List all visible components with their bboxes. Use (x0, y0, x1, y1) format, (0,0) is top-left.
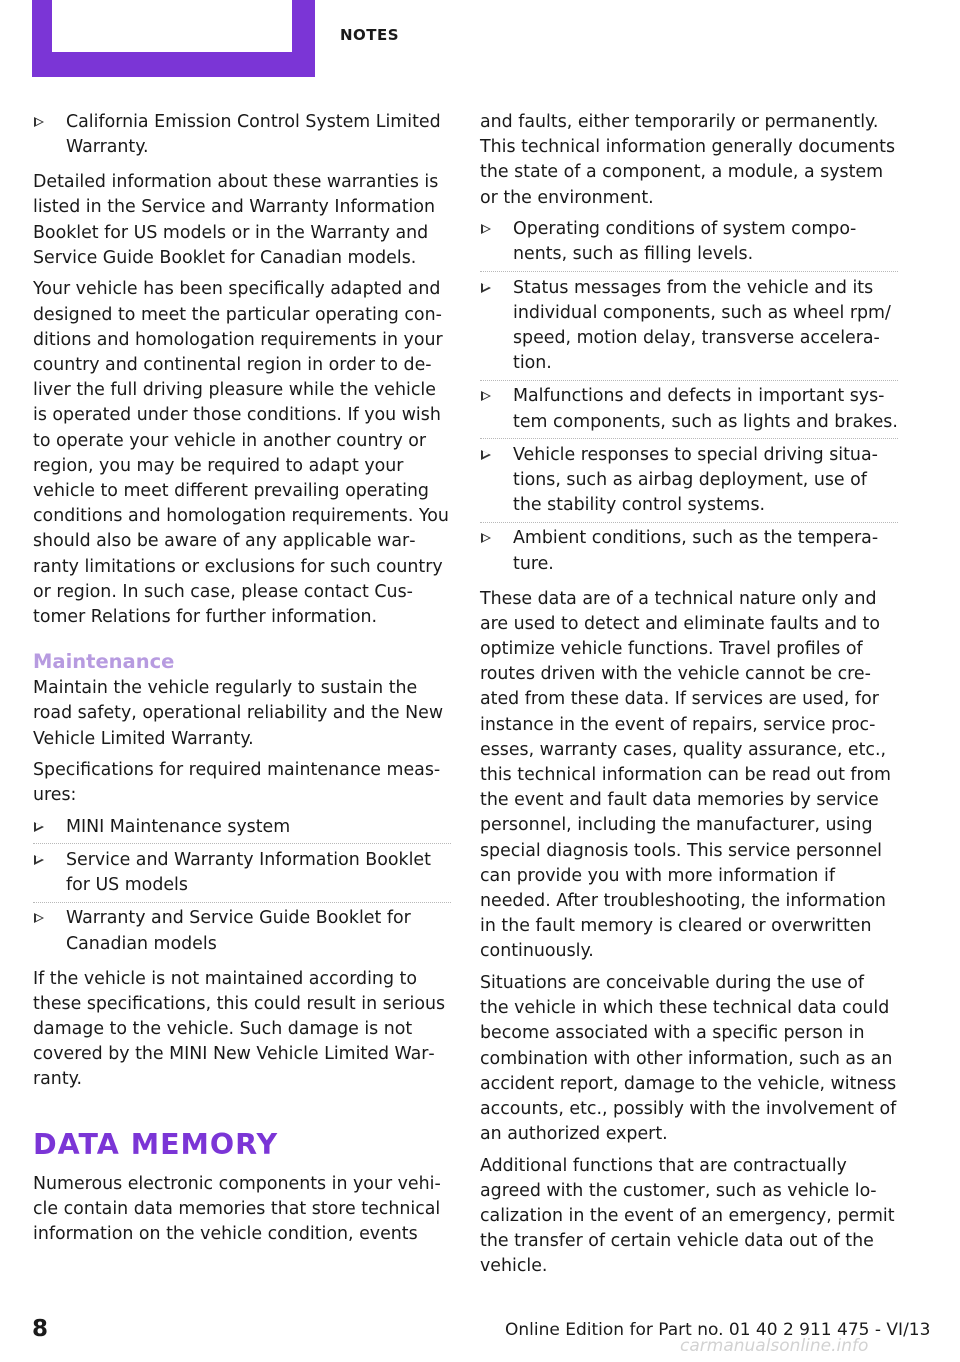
maintenance-list (33, 815, 451, 961)
paragraph: Numerous electronic components in your vehicle contain data memories that store technical information on the vehicle condition, events (33, 1173, 441, 1244)
triangle-bullet-icon (34, 855, 44, 865)
list-item (33, 848, 451, 903)
paragraph: Detailed information about these warranties is listed in the Service and Warranty Information Booklet for US models or in the Warranty and Service Guide Booklet for Canadian models. (33, 172, 439, 268)
left-column (33, 110, 451, 1254)
list-item-text: Status messages from the vehicle and its individual components, such as wheel rpm/ speed, motion delay, transverse acceleration. (513, 277, 891, 374)
list-item-text: Vehicle responses to special driving situations, such as airbag deployment, use of the stability control systems. (513, 444, 878, 516)
list-item (33, 906, 451, 960)
triangle-bullet-icon (34, 913, 44, 923)
list-item (480, 443, 898, 523)
paragraph: Your vehicle has been specifically adapted and designed to meet the particular operating conditions and homologation requirements in your country and continental region in order to deliver the full driving pleasure while the vehicle is operated under those conditions. If you wish to operate your vehicle in another country or region, you may be required to adapt your vehicle to meet different prevailing operating conditions and homologation requirements. You should also be aware of any applicable warranty limitations or exclusions for such country or region. In such case, please contact Customer Relations for further information. (33, 279, 449, 627)
header-tab (32, 0, 315, 77)
watermark: carmanualsonline.info (680, 1336, 869, 1356)
paragraph: These data are of a technical nature only and are used to detect and eliminate faults and to optimize vehicle functions. Travel profiles of routes driven with the vehicle cannot be created from these data. If services are used, for instance in the event of repairs, service processes, warranty cases, quality assurance, etc., this technical information can be read out from the event and fault data memories by service personnel, including the manufacturer, using special diagnosis tools. This service personnel can provide you with more information if needed. After troubleshooting, the information in the fault memory is cleared or overwritten continuously. (480, 588, 891, 962)
list-item-text: Warranty and Service Guide Booklet for Canadian models (66, 908, 411, 954)
list-item-text: Ambient conditions, such as the temperature. (513, 528, 879, 574)
paragraph: Situations are conceivable during the use of the vehicle in which these technical data could become associated with a specific person in combination with other information, such as an accident report, damage to the vehicle, witness accounts, etc., possibly with the involvement of an authorized expert. (480, 972, 897, 1145)
maintenance-heading: Maintenance (33, 650, 175, 674)
list-item-text: Operating conditions of system components, such as filling levels. (513, 219, 857, 265)
triangle-bullet-icon (481, 391, 491, 401)
data-types-list (480, 217, 898, 580)
page-number: 8 (32, 1316, 49, 1342)
paragraph: Maintain the vehicle regularly to sustain the road safety, operational reliability and the New Vehicle Limited Warranty. (33, 678, 444, 749)
paragraph: Specifications for required maintenance measures: (33, 760, 441, 806)
list-item-text: California Emission Control System Limited Warranty. (66, 112, 441, 158)
list-item (480, 217, 898, 272)
section-label: NOTES (340, 26, 400, 44)
triangle-bullet-icon (481, 224, 491, 234)
data-memory-heading: DATA MEMORY (33, 1127, 279, 1161)
list-item (480, 384, 898, 439)
list-item-text: Malfunctions and defects in important system components, such as lights and brakes. (513, 386, 898, 432)
list-item (480, 276, 898, 381)
list-item-text: MINI Maintenance system (66, 816, 291, 837)
list-item (33, 110, 451, 164)
list-item (480, 526, 898, 580)
paragraph: If the vehicle is not maintained according to these specifications, this could result in serious damage to the vehicle. Such damage is not covered by the MINI New Vehicle Limited Warranty. (33, 968, 446, 1090)
right-column (480, 110, 898, 1286)
triangle-bullet-icon (481, 450, 491, 460)
warranty-list (33, 110, 451, 164)
paragraph: and faults, either temporarily or permanently. This technical information generally documents the state of a component, a module, a system or the environment. (480, 112, 896, 208)
edition-footer: Online Edition for Part no. 01 40 2 911 475 - VI/13 (505, 1320, 931, 1340)
list-item-text: Service and Warranty Information Booklet for US models (66, 849, 431, 896)
triangle-bullet-icon (34, 822, 44, 832)
paragraph: Additional functions that are contractually agreed with the customer, such as vehicle localization in the event of an emergency, permit the transfer of certain vehicle data out of the vehicle. (480, 1155, 895, 1277)
header-tab-inner (52, 0, 292, 52)
triangle-bullet-icon (34, 117, 44, 127)
triangle-bullet-icon (481, 533, 491, 543)
list-item (33, 815, 451, 845)
triangle-bullet-icon (481, 283, 491, 293)
